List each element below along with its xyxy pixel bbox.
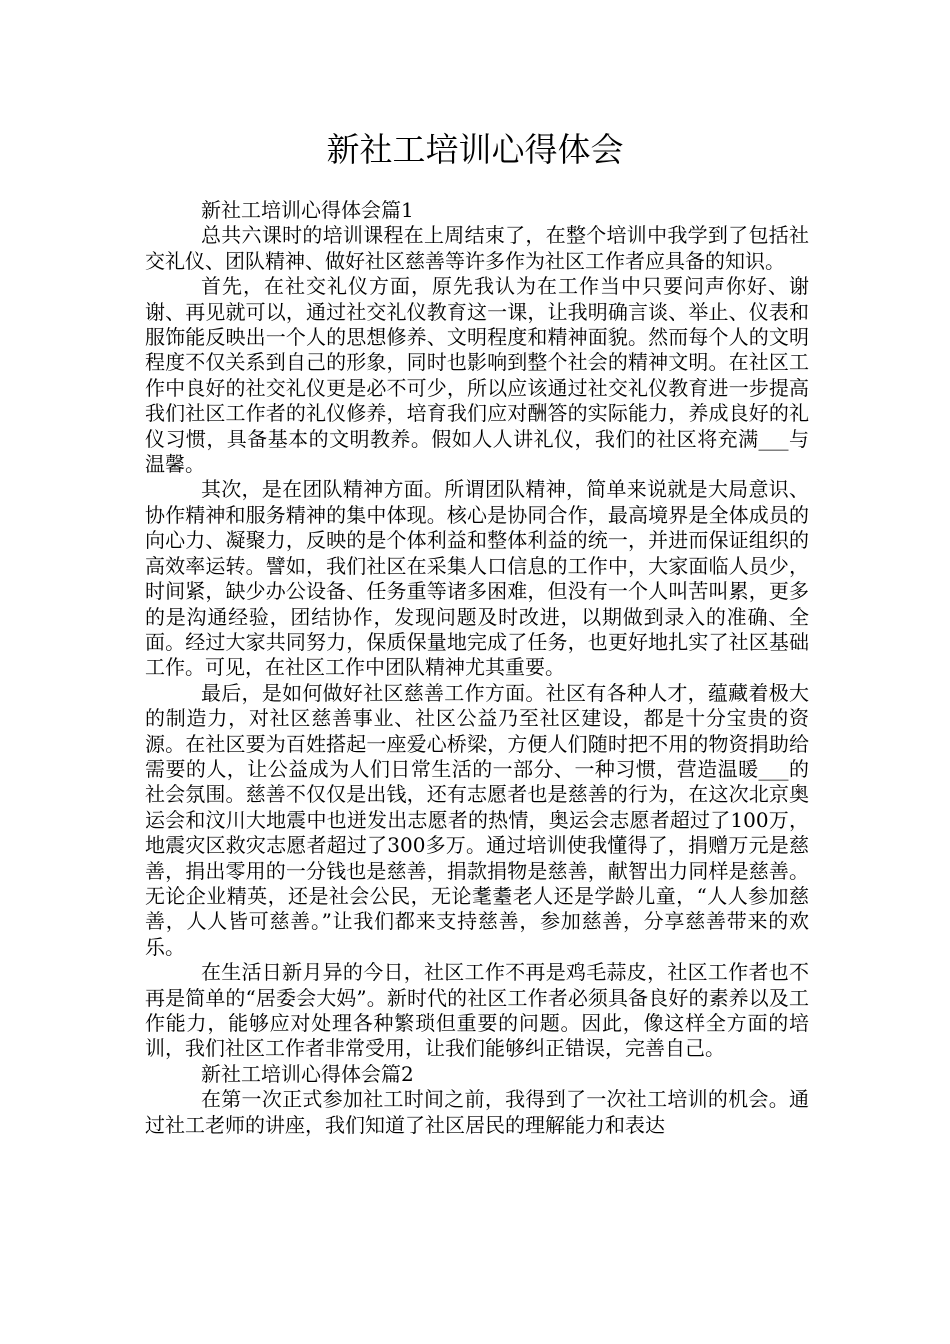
body-paragraph: 在生活日新月异的今日，社区工作不再是鸡毛蒜皮，社区工作者也不再是简单的“居委会大妈”。新时代的社区工作者必须具备良好的素养以及工作能力，能够应对处理各种繁琐但重要的问题。因此，像这样全方面的培训，我们社区工作者非常受用，让我们能够纠正错误，完善自己。	[145, 960, 809, 1061]
body-paragraph: 首先，在社交礼仪方面，原先我认为在工作当中只要问声你好、谢谢、再见就可以，通过社交礼仪教育这一课，让我明确言谈、举止、仪表和服饰能反映出一个人的思想修养、文明程度和精神面貌。然而每个人的文明程度不仅关系到自己的形象，同时也影响到整个社会的精神文明。在社区工作中良好的社交礼仪更是必不可少，所以应该通过社交礼仪教育进一步提高我们社区工作者的礼仪修养，培育我们应对酬答的实际能力，养成良好的礼仪习惯，具备基本的文明教养。假如人人讲礼仪，我们的社区将充满___与温馨。	[145, 274, 809, 477]
document-title: 新社工培训心得体会	[326, 130, 624, 169]
body-paragraph: 在第一次正式参加社工时间之前，我得到了一次社工培训的机会。通过社工老师的讲座，我们知道了社区居民的理解能力和表达	[145, 1087, 809, 1137]
body-paragraph: 最后，是如何做好社区慈善工作方面。社区有各种人才，蕴藏着极大的制造力，对社区慈善事业、社区公益乃至社区建设，都是十分宝贵的资源。在社区要为百姓搭起一座爱心桥梁，方便人们随时把不用的物资捐助给需要的人，让公益成为人们日常生活的一部分、一种习惯，营造温暖___的社会氛围。慈善不仅仅是出钱，还有志愿者也是慈善的行为，在这次北京奥运会和汶川大地震中也迸发出志愿者的热情，奥运会志愿者超过了100万，地震灾区救灾志愿者超过了300多万。通过培训使我懂得了，捐赠万元是慈善，捐出零用的一分钱也是慈善，捐款捐物是慈善，献智出力同样是慈善。无论企业精英，还是社会公民，无论耄耋老人还是学龄儿童，“人人参加慈善，人人皆可慈善。”让我们都来支持慈善，参加慈善，分享慈善带来的欢乐。	[145, 680, 809, 959]
section-heading-1: 新社工培训心得体会篇1	[201, 198, 414, 222]
section-heading-2: 新社工培训心得体会篇2	[201, 1061, 414, 1086]
body-paragraph: 其次，是在团队精神方面。所谓团队精神，简单来说就是大局意识、协作精神和服务精神的集中体现。核心是协同合作，最高境界是全体成员的向心力、凝聚力，反映的是个体利益和整体利益的统一，并进而保证组织的高效率运转。譬如，我们社区在采集人口信息的工作中，大家面临人员少，时间紧，缺少办公设备、任务重等诸多困难，但没有一个人叫苦叫累，更多的是沟通经验，团结协作，发现问题及时改进，以期做到录入的准确、全面。经过大家共同努力，保质保量地完成了任务，也更好地扎实了社区基础工作。可见，在社区工作中团队精神尤其重要。	[145, 477, 809, 680]
body-paragraph: 总共六课时的培训课程在上周结束了，在整个培训中我学到了包括社交礼仪、团队精神、做好社区慈善等许多作为社区工作者应具备的知识。	[145, 223, 809, 273]
document-body	[145, 198, 809, 1138]
